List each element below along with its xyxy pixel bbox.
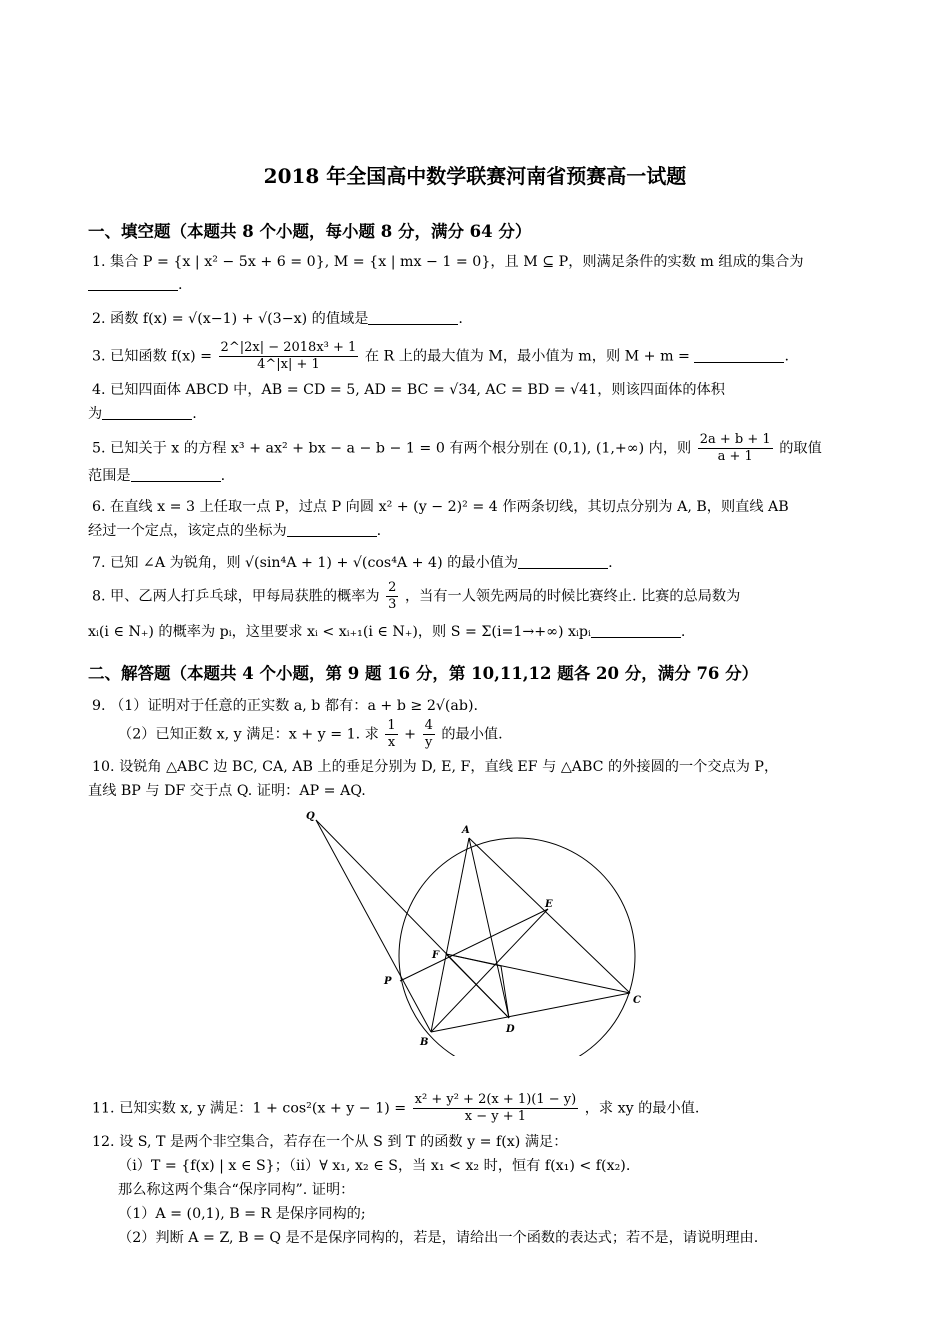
- label-e: E: [545, 899, 553, 910]
- question-1-line-2: [88, 275, 183, 295]
- q8-pre: 8. 甲、乙两人打乒乓球，甲每局获胜的概率为: [92, 588, 380, 605]
- q9-f2-numerator: 4: [424, 718, 433, 733]
- q11-numerator: x² + y² + 2(x + 1)(1 − y): [414, 1092, 577, 1107]
- question-12-line-2: （i）T = {f(x) | x ∈ S}；（ii）∀ x₁, x₂ ∈ S，当 x₁ < x₂ 时，恒有 f(x₁) < f(x₂).: [118, 1158, 631, 1174]
- q8-fraction: [386, 580, 398, 613]
- question-8-line-1: [92, 580, 740, 613]
- q2-text: 2. 函数 f(x) = √(x−1) + √(3−x) 的值域是: [92, 311, 369, 327]
- side-bc: [431, 993, 630, 1032]
- section-2-heading: 二、解答题（本题共 4 个小题，第 9 题 16 分，第 10,11,12 题各 20 分，满分 76 分）: [88, 664, 759, 683]
- q3-post: 在 R 上的最大值为 M，最小值为 m，则 M + m =: [364, 348, 690, 365]
- question-9-part-2: [118, 718, 503, 751]
- question-4-line-1: 4. 已知四面体 ABCD 中，AB = CD = 5, AD = BC = √34, AC = BD = √41，则该四面体的体积: [92, 382, 725, 398]
- answer-blank: [591, 623, 681, 638]
- q1-period: .: [178, 277, 183, 293]
- label-b: B: [420, 1037, 429, 1048]
- q8-denominator: 3: [388, 597, 397, 612]
- answer-blank: [518, 554, 608, 569]
- q8-tail: xᵢ(i ∈ N₊) 的概率为 pᵢ，这里要求 xᵢ < xᵢ₊₁(i ∈ N₊)，则 S = Σ(i=1→+∞) xᵢpᵢ: [88, 624, 591, 640]
- side-ca: [469, 838, 630, 993]
- question-3: 3. 已知函数 f(x) = $\frac{\text{2\textasciicircum{}|2x| − 2018x³ + 1}}{4\^{}|x| + 1}$ 在 R 上的最大值为 M，最小值为 m，则 M + m = .: [92, 340, 789, 372]
- question-4-line-2: 为 .: [88, 406, 197, 422]
- q5-denominator: a + 1: [717, 449, 753, 464]
- q8-post: ，当有一人领先两局的时候比赛终止. 比赛的总局数为: [404, 588, 741, 605]
- line-pe: [400, 909, 548, 981]
- q3-fraction: [219, 340, 359, 373]
- q9-f1-denominator: x: [387, 735, 396, 750]
- q9-fraction-1: [385, 718, 397, 751]
- q9-pre: （2）已知正数 x, y 满足：x + y = 1. 求: [118, 726, 379, 743]
- line-qb: [316, 820, 431, 1032]
- q5-fraction: [698, 432, 773, 465]
- answer-blank: [102, 405, 192, 420]
- question-7: 7. 已知 ∠A 为锐角，则 √(sin⁴A + 1) + √(cos⁴A + 4) 的最小值为 .: [92, 555, 613, 571]
- question-6-line-1: 6. 在直线 x = 3 上任取一点 P，过点 P 向圆 x² + (y − 2)² = 4 作两条切线，其切点分别为 A, B，则直线 AB: [92, 499, 789, 515]
- q3-pre: 3. 已知函数 f(x) =: [92, 348, 213, 365]
- question-10-line-1: 10. 设锐角 △ABC 边 BC, CA, AB 上的垂足分别为 D, E, F，直线 EF 与 △ABC 的外接圆的一个交点为 P，: [92, 759, 779, 775]
- answer-blank: [88, 276, 178, 291]
- question-5-line-2: 范围是 .: [88, 468, 226, 484]
- answer-blank: [287, 522, 377, 537]
- question-5-line-1: [92, 432, 822, 465]
- q5-tail: 范围是: [88, 468, 131, 484]
- q5-numerator: 2a + b + 1: [699, 432, 771, 447]
- q9-f2-denominator: y: [425, 735, 433, 750]
- question-11: [92, 1092, 699, 1125]
- q11-post: ，求 xy 的最小值.: [584, 1100, 700, 1117]
- label-p: P: [384, 976, 392, 987]
- q9-post: 的最小值.: [441, 726, 503, 743]
- line-fe: [446, 954, 501, 966]
- geometry-figure: [300, 806, 660, 1056]
- q11-fraction: [413, 1092, 579, 1125]
- answer-blank: [131, 467, 221, 482]
- question-8-line-2: xᵢ(i ∈ N₊) 的概率为 pᵢ，这里要求 xᵢ < xᵢ₊₁(i ∈ N₊)，则 S = Σ(i=1→+∞) xᵢpᵢ .: [88, 624, 686, 640]
- answer-blank: [368, 310, 458, 325]
- q3-numerator: 2^|2x| − 2018x³ + 1: [220, 340, 357, 355]
- question-12-line-4: （1）A = (0,1), B = R 是保序同构的;: [118, 1206, 366, 1222]
- question-6-line-2: 经过一个定点，该定点的坐标为 .: [88, 523, 382, 539]
- line-dh: [501, 966, 509, 1018]
- altitude-be: [431, 909, 548, 1032]
- label-q: Q: [306, 811, 315, 822]
- label-d: D: [506, 1024, 515, 1035]
- line-qd: [316, 820, 509, 1018]
- q5-pre: 5. 已知关于 x 的方程 x³ + ax² + bx − a − b − 1 = 0 有两个根分别在 (0,1), (1,+∞) 内，则: [92, 440, 692, 457]
- q4-tail: 为: [88, 406, 103, 422]
- question-9-part-1: 9. （1）证明对于任意的正实数 a, b 都有：a + b ≥ 2√(ab).: [92, 698, 479, 714]
- circumcircle: [399, 838, 635, 1056]
- question-12-line-1: 12. 设 S, T 是两个非空集合，若存在一个从 S 到 T 的函数 y = f(x) 满足：: [92, 1134, 568, 1150]
- question-12-line-3: 那么称这两个集合“保序同构”. 证明：: [118, 1182, 355, 1198]
- side-ab: [431, 838, 469, 1032]
- label-a: A: [462, 825, 470, 836]
- q11-denominator: x − y + 1: [464, 1109, 527, 1124]
- answer-blank: [694, 348, 784, 363]
- question-2: 2. 函数 f(x) = √(x−1) + √(3−x) 的值域是 .: [92, 311, 463, 327]
- question-12-line-5: （2）判断 A = Z, B = Q 是不是保序同构的，若是，请给出一个函数的表达式；若不是，请说明理由.: [118, 1230, 759, 1246]
- question-1-line-1: 1. 集合 P = {x | x² − 5x + 6 = 0}, M = {x | mx − 1 = 0}，且 M ⊆ P，则满足条件的实数 m 组成的集合为: [92, 254, 804, 270]
- page-title: 2018 年全国高中数学联赛河南省预赛高一试题: [263, 164, 687, 188]
- label-f: F: [432, 950, 440, 961]
- q5-post: 的取值: [779, 440, 822, 457]
- q11-pre: 11. 已知实数 x, y 满足：1 + cos²(x + y − 1) =: [92, 1100, 407, 1117]
- q3-denominator: 4^|x| + 1: [257, 357, 320, 372]
- q9-fraction-2: [423, 718, 435, 751]
- label-c: C: [633, 995, 641, 1006]
- altitude-ad: [469, 838, 509, 1018]
- q7-text: 7. 已知 ∠A 为锐角，则 √(sin⁴A + 1) + √(cos⁴A + 4) 的最小值为: [92, 555, 519, 571]
- question-10-line-2: 直线 BP 与 DF 交于点 Q. 证明：AP = AQ.: [88, 783, 366, 799]
- q9-f1-numerator: 1: [387, 718, 396, 733]
- section-1-heading: 一、填空题（本题共 8 个小题，每小题 8 分，满分 64 分）: [88, 222, 532, 241]
- q9-plus: +: [404, 726, 417, 743]
- q8-numerator: 2: [388, 580, 397, 595]
- q6-tail: 经过一个定点，该定点的坐标为: [88, 523, 287, 539]
